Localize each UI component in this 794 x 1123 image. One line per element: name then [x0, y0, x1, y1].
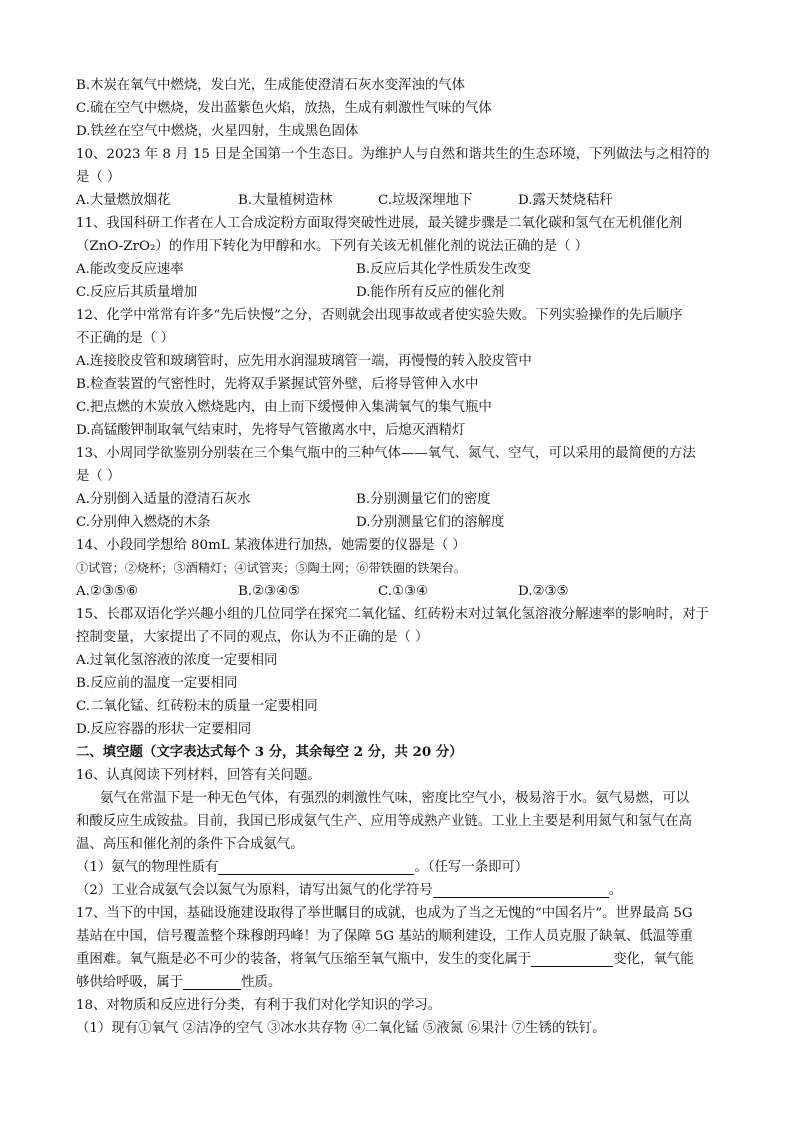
q16-paragraph-line2: 和酸反应生成铵盐。目前，我国已形成氨气生产、应用等成熟产业链。工业上主要是利用氮气和氢气在高 [76, 814, 692, 829]
q13-option-b: B.分别测量它们的密度 [356, 492, 491, 507]
q12-stem-line2: 不正确的是（ ） [76, 331, 174, 346]
q17-line1: 17、当下的中国，基础设施建设取得了举世瞩目的成就，也成为了当之无愧的“中国名片”。世界最高 5G [76, 906, 693, 921]
q10-option-c: C.垃圾深埋地下 [378, 193, 473, 208]
q12-option-a: A.连接胶皮管和玻璃管时，应先用水润湿玻璃管一端，再慢慢的转入胶皮管中 [76, 354, 532, 369]
q14-option-d: D.②③⑤ [518, 584, 569, 599]
q17-line4-text: 够供给呼吸，属于 [76, 975, 184, 990]
q11-stem-line2: （ZnO-ZrO₂）的作用下转化为甲醇和水。下列有关该无机催化剂的说法正确的是（ ） [76, 239, 589, 254]
q16-sub2-text: （2）工业合成氨气会以氮气为原料，请写出氮气的化学符号 [76, 883, 433, 898]
q12-option-b: B.检查装置的气密性时，先将双手紧握试管外壁，后将导管伸入水中 [76, 377, 479, 392]
q15-stem-line2: 控制变量，大家提出了不同的观点，你认为不正确的是（ ） [76, 630, 429, 645]
q17-answer-blank-1[interactable] [531, 950, 613, 967]
q16-sub1-text: （1）氨气的物理性质有 [76, 860, 219, 875]
q10-option-a: A.大量燃放烟花 [76, 193, 171, 208]
q9-option-b: B.木炭在氧气中燃烧，发白光，生成能使澄清石灰水变浑浊的气体 [76, 78, 466, 93]
q15-option-c: C.二氧化锰、红砖粉末的质量一定要相同 [76, 699, 318, 714]
q14-stem: 14、小段同学想给 80mL 某液体进行加热，她需要的仪器是（ ） [76, 538, 466, 553]
q16-sub2-end: 。 [608, 883, 623, 898]
q11-stem-line1: 11、我国科研工作者在人工合成淀粉方面取得突破性进展，最关键步骤是二氧化碳和氢气在无机催化剂 [76, 216, 683, 231]
q14-option-c: C.①③④ [378, 584, 429, 599]
q14-items: ①试管；②烧杯；③酒精灯；④试管夹；⑤陶土网；⑥带铁圈的铁架台。 [76, 561, 466, 575]
q16-stem: 16、认真阅读下列材料，回答有关问题。 [76, 768, 321, 783]
q16-sub1-answer-blank[interactable] [218, 858, 414, 875]
q13-option-c: C.分别伸入燃烧的木条 [76, 515, 211, 530]
q13-option-a: A.分别倒入适量的澄清石灰水 [76, 492, 251, 507]
q10-options [76, 189, 724, 212]
q12-option-c: C.把点燃的木炭放入燃烧匙内，由上而下缓慢伸入集满氧气的集气瓶中 [76, 400, 492, 415]
q17-line3-text: 重困难。氧气瓶是必不可少的装备，将氧气压缩至氧气瓶中，发生的变化属于 [76, 952, 532, 967]
q16-sub2-answer-blank[interactable] [433, 881, 609, 898]
q17-answer-blank-2[interactable] [183, 973, 241, 990]
q17-line4 [76, 971, 724, 994]
q16-sub1 [76, 856, 724, 879]
section-heading: 二、填空题（文字表达式每个 3 分，其余每空 2 分，共 20 分） [76, 744, 463, 760]
q16-paragraph-line1: 氨气在常温下是一种无色气体，有强烈的刺激性气味，密度比空气小，极易溶于水。氨气易燃，可以 [100, 791, 690, 806]
q18-sub1: （1）现有①氧气 ②洁净的空气 ③冰水共存物 ④二氧化锰 ⑤液氮 ⑥果汁 ⑦生锈的铁钉。 [76, 1021, 606, 1036]
q11-options-row1 [76, 258, 724, 281]
q12-option-d: D.高锰酸钾制取氧气结束时，先将导气管撤离水中，后熄灭酒精灯 [76, 423, 466, 438]
q13-options-row1 [76, 488, 724, 511]
q10-option-d: D.露天焚烧秸秆 [518, 193, 613, 208]
q11-option-b: B.反应后其化学性质发生改变 [356, 262, 531, 277]
q13-stem-line2: 是（ ） [76, 469, 121, 484]
q14-option-a: A.②③⑤⑥ [76, 584, 138, 599]
q18-stem: 18、对物质和反应进行分类，有利于我们对化学知识的学习。 [76, 998, 442, 1013]
exam-page [76, 74, 724, 1040]
q11-option-c: C.反应后其质量增加 [76, 285, 198, 300]
q13-options-row2 [76, 511, 724, 534]
q9-option-d: D.铁丝在空气中燃烧，火星四射，生成黑色固体 [76, 124, 359, 139]
q11-option-d: D.能作所有反应的催化剂 [356, 285, 505, 300]
q10-option-b: B.大量植树造林 [238, 193, 333, 208]
q15-option-a: A.过氧化氢溶液的浓度一定要相同 [76, 653, 278, 668]
q17-line2: 基站在中国，信号覆盖整个珠穆朗玛峰！为了保障 5G 基站的顺利建设，工作人员克服了缺氧、低温等重 [76, 929, 693, 944]
q11-option-a: A.能改变反应速率 [76, 262, 184, 277]
q12-stem-line1: 12、化学中常常有许多“先后快慢”之分，否则就会出现事故或者使实验失败。下列实验操作的先后顺序 [76, 308, 683, 323]
q16-paragraph-line3: 温、高压和催化剂的条件下合成氨气。 [76, 837, 304, 852]
q9-option-c: C.硫在空气中燃烧，发出蓝紫色火焰，放热，生成有刺激性气味的气体 [76, 101, 492, 116]
q14-option-b: B.②③④⑤ [238, 584, 301, 599]
q11-options-row2 [76, 281, 724, 304]
q17-line3 [76, 948, 724, 971]
q13-option-d: D.分别测量它们的溶解度 [356, 515, 505, 530]
q16-sub1-note: 。（任写一条即可） [414, 860, 529, 875]
q15-option-b: B.反应前的温度一定要相同 [76, 676, 238, 691]
q13-stem-line1: 13、小周同学欲鉴别分别装在三个集气瓶中的三种气体——氧气、氮气、空气，可以采用的最简便的方法 [76, 446, 696, 461]
q10-stem-line1: 10、2023 年 8 月 15 日是全国第一个生态日。为维护人与自然和谐共生的生态环境，下列做法与之相符的 [76, 147, 710, 162]
q16-sub2 [76, 879, 724, 902]
q17-line4-end: 性质。 [241, 975, 282, 990]
q14-options [76, 580, 724, 603]
q17-line3-end: 变化，氧气能 [613, 952, 694, 967]
q15-option-d: D.反应容器的形状一定要相同 [76, 722, 252, 737]
q10-stem-line2: 是（ ） [76, 170, 121, 185]
q15-stem-line1: 15、长郡双语化学兴趣小组的几位同学在探究二氧化锰、红砖粉末对过氧化氢溶液分解速率的影响时，对于 [76, 607, 710, 622]
